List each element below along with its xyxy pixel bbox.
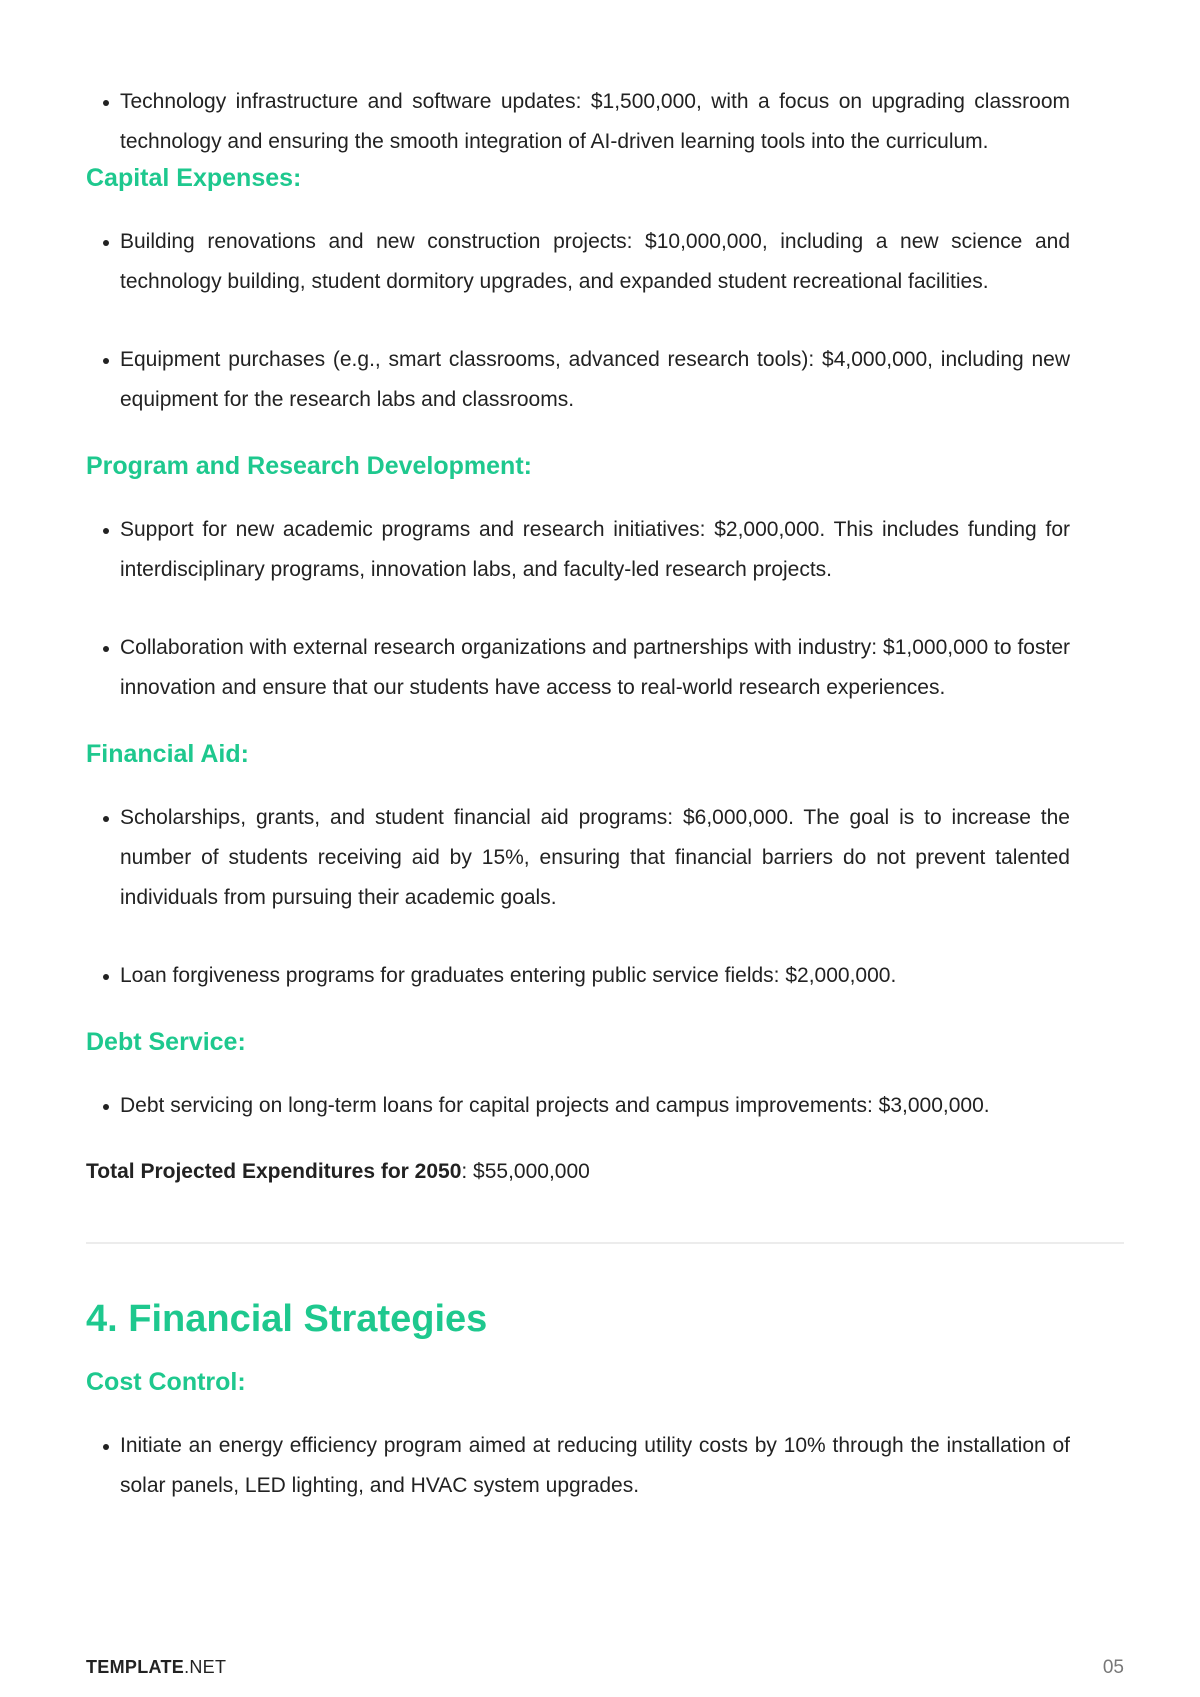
section-divider <box>86 1242 1124 1244</box>
section-heading: Financial Aid: <box>86 740 249 768</box>
list-item: Loan forgiveness programs for graduates entering public service fields: $2,000,000. <box>86 956 1070 996</box>
total-value: : $55,000,000 <box>461 1160 590 1183</box>
section-financial-aid <box>86 738 1070 996</box>
section-capital-expenses <box>86 162 1070 420</box>
total-label: Total Projected Expenditures for 2050 <box>86 1160 462 1183</box>
list-item: Support for new academic programs and research initiatives: $2,000,000. This includes funding for interdisciplinary programs, innovation labs, and faculty-led research projects. <box>86 510 1070 590</box>
document-content <box>86 82 1070 1188</box>
brand-logo: TEMPLATE.NET <box>86 1657 227 1677</box>
section-debt-service <box>86 1026 1070 1126</box>
section-financial-strategies <box>86 1296 1070 1506</box>
section-heading: Program and Research Development: <box>86 452 532 480</box>
bullet-list <box>86 510 1070 708</box>
list-item: Equipment purchases (e.g., smart classrooms, advanced research tools): $4,000,000, including new equipment for the research labs and classrooms. <box>86 340 1070 420</box>
section-program-research <box>86 450 1070 708</box>
list-item: Collaboration with external research organizations and partnerships with industry: $1,000,000 to foster innovation and ensure that our students have access to real-world research experiences. <box>86 628 1070 708</box>
section-heading: Debt Service: <box>86 1028 246 1056</box>
page-number: 05 <box>1102 1657 1124 1678</box>
section-heading: Cost Control: <box>86 1368 246 1396</box>
bullet-list <box>86 1086 1070 1126</box>
page-footer <box>86 1657 1124 1681</box>
list-item: Initiate an energy efficiency program aimed at reducing utility costs by 10% through the installation of solar panels, LED lighting, and HVAC system upgrades. <box>86 1426 1070 1506</box>
intro-bullet-list <box>86 82 1070 162</box>
list-item: Building renovations and new construction projects: $10,000,000, including a new science and technology building, student dormitory upgrades, and expanded student recreational facilities. <box>86 222 1070 302</box>
section-title: 4. Financial Strategies <box>86 1298 488 1340</box>
list-item: Technology infrastructure and software updates: $1,500,000, with a focus on upgrading classroom technology and ensuring the smooth integration of AI-driven learning tools into the curriculum. <box>86 82 1070 162</box>
list-item: Scholarships, grants, and student financial aid programs: $6,000,000. The goal is to increase the number of students receiving aid by 15%, ensuring that financial barriers do not prevent talented individuals from pursuing their academic goals. <box>86 798 1070 918</box>
total-expenditures <box>86 1156 1070 1188</box>
bullet-list <box>86 1426 1070 1506</box>
document-page <box>86 82 1124 1506</box>
bullet-list <box>86 222 1070 420</box>
section-heading: Capital Expenses: <box>86 164 302 192</box>
list-item: Debt servicing on long-term loans for capital projects and campus improvements: $3,000,000. <box>86 1086 1070 1126</box>
bullet-list <box>86 798 1070 996</box>
